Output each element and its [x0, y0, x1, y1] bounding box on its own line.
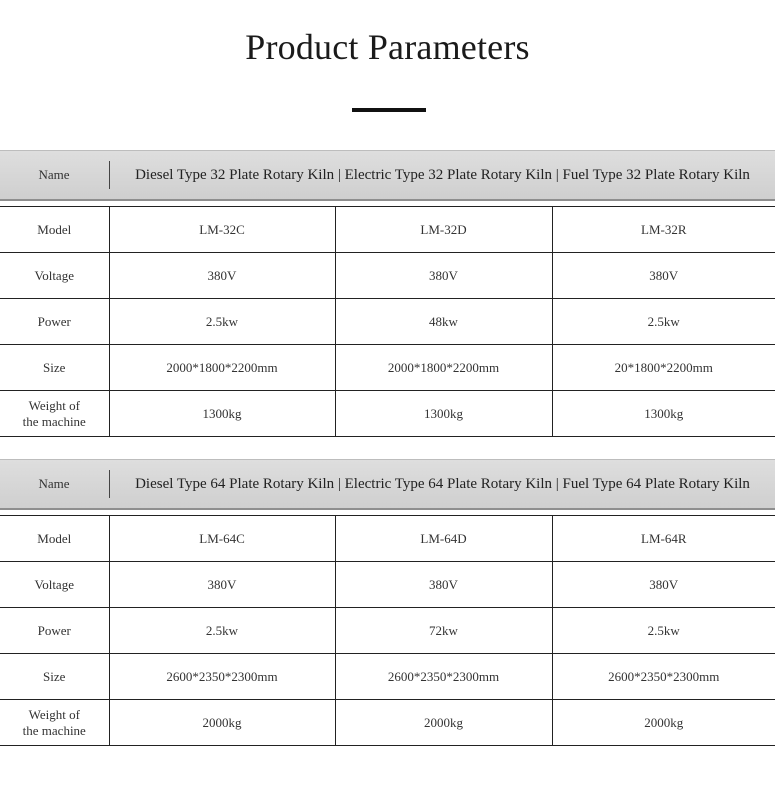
- row-label: Power: [0, 608, 109, 654]
- table-row: [0, 299, 775, 345]
- table-cell: LM-64R: [552, 516, 775, 562]
- table-row: [0, 608, 775, 654]
- table-cell: 2000kg: [109, 700, 335, 746]
- row-label: Power: [0, 299, 109, 345]
- table-cell: 380V: [109, 562, 335, 608]
- name-label: Name: [38, 167, 70, 182]
- product-name: Diesel Type 32 Plate Rotary Kiln | Electric Type 32 Plate Rotary Kiln | Fuel Type 32 Plate Rotary Kiln: [135, 167, 750, 183]
- table-cell: LM-32D: [335, 207, 552, 253]
- name-band: [0, 150, 775, 201]
- table-cell: 2000*1800*2200mm: [335, 345, 552, 391]
- table-row: [0, 207, 775, 253]
- table-cell: 2600*2350*2300mm: [552, 654, 775, 700]
- table-row: [0, 391, 775, 437]
- table-cell: LM-64D: [335, 516, 552, 562]
- table-row: [0, 345, 775, 391]
- table-cell: 1300kg: [109, 391, 335, 437]
- table-row: [0, 516, 775, 562]
- table-cell: 380V: [335, 253, 552, 299]
- row-label-line: Weight of: [28, 397, 80, 413]
- table-cell: 2000kg: [335, 700, 552, 746]
- table-cell: 2.5kw: [109, 608, 335, 654]
- table-cell: 380V: [552, 562, 775, 608]
- row-label: Model: [0, 516, 109, 562]
- row-label: Model: [0, 207, 109, 253]
- table-cell: LM-64C: [109, 516, 335, 562]
- table-cell: 2000*1800*2200mm: [109, 345, 335, 391]
- table-row: [0, 562, 775, 608]
- product-name: Diesel Type 64 Plate Rotary Kiln | Electric Type 64 Plate Rotary Kiln | Fuel Type 64 Plate Rotary Kiln: [135, 476, 750, 492]
- row-label: [0, 391, 109, 437]
- title-underline: [352, 108, 426, 112]
- page-title: Product Parameters: [245, 27, 530, 67]
- table-cell: 2.5kw: [552, 608, 775, 654]
- table-cell: LM-32C: [109, 207, 335, 253]
- table-cell: 2.5kw: [109, 299, 335, 345]
- row-label: Voltage: [0, 253, 109, 299]
- table-cell: 2600*2350*2300mm: [109, 654, 335, 700]
- table-cell: 380V: [109, 253, 335, 299]
- table-cell: 2.5kw: [552, 299, 775, 345]
- row-label: Voltage: [0, 562, 109, 608]
- name-band: [0, 459, 775, 510]
- row-label-line: the machine: [22, 722, 86, 738]
- row-label: Size: [0, 654, 109, 700]
- row-label: [0, 700, 109, 746]
- table-row: [0, 253, 775, 299]
- table-cell: 48kw: [335, 299, 552, 345]
- table-cell: 1300kg: [335, 391, 552, 437]
- table-cell: 380V: [552, 253, 775, 299]
- table-cell: 1300kg: [552, 391, 775, 437]
- row-label-line: the machine: [22, 413, 86, 429]
- row-label: Size: [0, 345, 109, 391]
- table-cell: 380V: [335, 562, 552, 608]
- table-row: [0, 654, 775, 700]
- row-label-line: Weight of: [28, 706, 80, 722]
- table-row: [0, 700, 775, 746]
- table-cell: LM-32R: [552, 207, 775, 253]
- name-label: Name: [38, 476, 70, 491]
- table-cell: 2000kg: [552, 700, 775, 746]
- parameter-table: [0, 206, 775, 437]
- table-cell: 72kw: [335, 608, 552, 654]
- table-cell: 20*1800*2200mm: [552, 345, 775, 391]
- table-cell: 2600*2350*2300mm: [335, 654, 552, 700]
- parameter-table: [0, 515, 775, 746]
